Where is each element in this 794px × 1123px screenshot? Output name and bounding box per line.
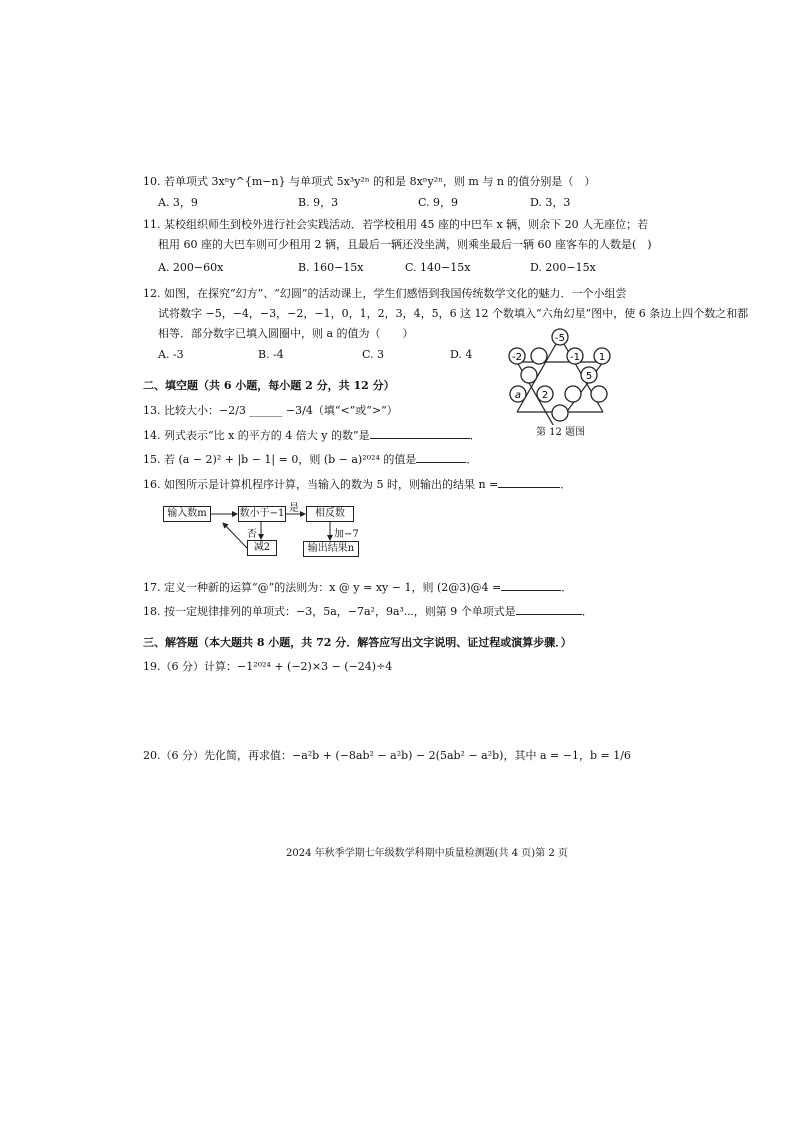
magic-star-figure [505,325,615,425]
q15-text: 15. 若 (a − 2)² + |b − 1| = 0，则 (b − a)²⁰²⁴ 的值是 ． [143,453,478,466]
q15-stem: 15. 若 (a − 2)² + |b − 1| = 0，则 (b − a)²⁰²⁴ 的值是 [143,453,417,466]
section-3-heading: 三、解答题（本大题共 8 小题，共 72 分．解答应写出文字说明、证过程或演算步骤．） [143,636,572,649]
q11-option-d: D. 200−15x [530,261,596,274]
q17-answer-blank[interactable] [501,580,561,591]
section-2-heading: 二、填空题（共 6 小题，每小题 2 分，共 12 分） [143,379,395,392]
q18-text: 18. 按一定规律排列的单项式：−3，5a，−7a²，9a³⋯，则第 9 个单项式是 ． [143,605,593,618]
star-node-label: 5 [585,371,593,382]
q12-option-b: B. -4 [258,348,284,361]
star-nodes [509,329,610,421]
q16-answer-blank[interactable] [498,477,560,488]
q10-stem: 10. 若单项式 3xⁿy^{m−n} 与单项式 5x³y²ⁿ 的和是 8xⁿy²ⁿ，则 m 与 n 的值分别是（ ） [143,175,596,188]
q10-option-a: A. 3，9 [158,196,198,209]
q12-option-c: C. 3 [362,348,385,361]
star-node-label: 1 [598,352,606,363]
q10-option-b: B. 9，3 [298,196,339,209]
q12-line-3: 相等．部分数字已填入圆圈中，则 a 的值为（ ） [158,327,414,340]
flow-output-box: 输出结果n [303,541,359,557]
star-node-label: a [514,390,522,401]
flow-add-label: 加−7 [334,529,359,540]
q12-option-d: D. 4 [450,348,473,361]
q18-answer-blank[interactable] [516,604,582,615]
star-node [591,386,607,402]
q17-stem: 17. 定义一种新的运算“@”的法则为：x @ y = xy − 1，则 (2@3)@4 = [143,581,502,594]
star-node-label: -5 [555,333,565,344]
q12-figure-caption: 第 12 题图 [536,427,586,438]
star-node [552,405,568,421]
star-node [531,348,547,364]
q17-text: 17. 定义一种新的运算“@”的法则为：x @ y = xy − 1，则 (2@3)@4 = ． [143,581,573,594]
q11-option-c: C. 140−15x [405,261,471,274]
page-footer: 2024 年秋季学期七年级数学科期中质量检测题(共 4 页)第 2 页 [286,848,568,859]
q11-line-1: 11. 某校组织师生到校外进行社会实践活动．若学校租用 45 座的中巴车 x 辆，则余下 20 人无座位；若 [143,218,649,231]
star-node-label: -2 [512,352,522,363]
q11-option-b: B. 160−15x [298,261,364,274]
q14-answer-blank[interactable] [370,428,470,439]
q14-text: 14. 列式表示“比 x 的平方的 4 倍大 y 的数”是 ． [143,429,481,442]
q12-line-2: 试将数字 −5，−4，−3，−2，−1，0，1，2，3，4，5，6 这 12 个数填入“六角幻星”图中，使 6 条边上四个数之和都 [158,307,749,320]
q15-answer-blank[interactable] [416,452,466,463]
q13-text: 13. 比较大小：−2/3 ______ −3/4（填“<”或“>”） [143,404,398,417]
q14-stem: 14. 列式表示“比 x 的平方的 4 倍大 y 的数”是 [143,429,370,442]
flow-subtract-box: 减2 [247,540,277,556]
q19-text: 19.（6 分）计算：−1²⁰²⁴ + (−2)×3 − (−24)÷4 [143,660,393,673]
q20-text: 20.（6 分）先化简，再求值：−a²b + (−8ab² − a²b) − 2(5ab² − a²b)，其中 a = −1，b = 1/6 [143,749,631,762]
arrow-subtract-loop [223,523,247,548]
q12-option-a: A. -3 [158,348,184,361]
star-node [521,367,537,383]
flow-negate-box: 相反数 [306,506,354,522]
q16-stem: 16. 如图所示是计算机程序计算，当输入的数为 5 时，则输出的结果 n = [143,478,499,491]
star-node [565,386,581,402]
q12-line-1: 12. 如图，在探究“幻方”、“幻圆”的活动课上，学生们感悟到我国传统数学文化的魅力．一个小组尝 [143,287,627,300]
q16-text: 16. 如图所示是计算机程序计算，当输入的数为 5 时，则输出的结果 n = ． [143,478,572,491]
star-node-label: 2 [541,390,549,401]
q10-option-c: C. 9，9 [418,196,459,209]
q18-stem: 18. 按一定规律排列的单项式：−3，5a，−7a²，9a³⋯，则第 9 个单项式是 [143,605,516,618]
star-node-label: -1 [570,352,580,363]
flow-input-box: 输入数m [163,506,211,522]
flow-condition-box: 数小于−1 [238,506,286,522]
flow-no-label: 否 [247,529,257,540]
q11-option-a: A. 200−60x [158,261,224,274]
q10-option-d: D. 3，3 [530,196,571,209]
q11-line-2: 租用 60 座的大巴车则可少租用 2 辆，且最后一辆还没坐满，则乘坐最后一辆 60 座客车的人数是( ) [158,238,652,251]
flow-yes-label: 是 [289,503,299,514]
